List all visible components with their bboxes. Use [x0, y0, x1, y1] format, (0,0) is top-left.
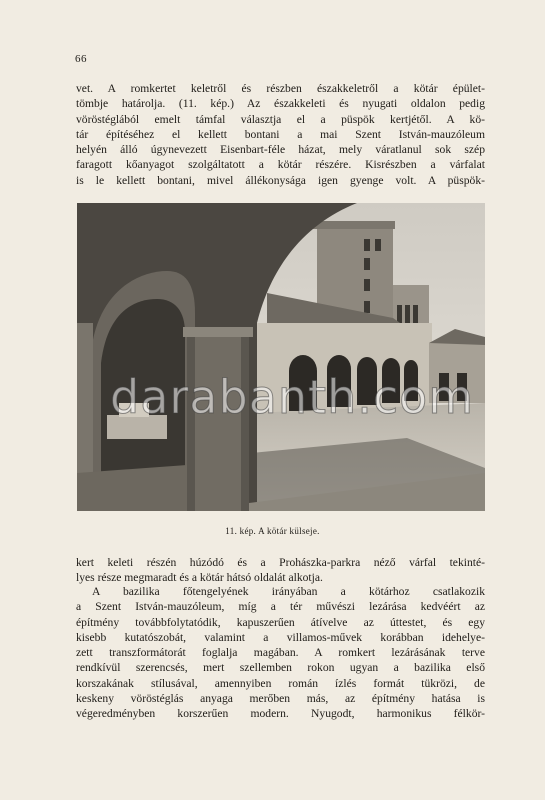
text-line: lyes része megmaradt és a kötár hátsó oldalát alkotja.: [76, 571, 323, 585]
watermark: darabanth.com: [110, 370, 475, 424]
text-line: vet. A romkertet keletről és részben északkeletről a kötár épület-: [76, 82, 485, 95]
paragraph-2: [76, 555, 485, 586]
text-line: korszakának stílusával, amennyiben román ízlés formát tükrözi, de: [76, 676, 485, 690]
paragraph-3: [76, 584, 485, 722]
text-line: végeredményben korszerűen modern. Nyugodt, harmonikus félkör-: [76, 707, 485, 721]
text-line: A bazilika főtengelyének irányában a kötárhoz csatlakozik: [92, 585, 485, 598]
text-line: helyén álló úgynevezett Eisenbart-féle házat, mely váratlanul sok szép: [76, 143, 485, 157]
text-line: zett transzformátorát foglalja magában. A romkert lezárásának terve: [76, 646, 485, 660]
text-line: vöröstéglából emelt támfal választja el a püspök kertjétől. A kö-: [76, 112, 485, 126]
text-line: tömbje határolja. (11. kép.) Az északkeleti és nyugati oldalon pedig: [76, 97, 485, 111]
text-line: is le kellett bontani, mivel állékonysága igen gyenge volt. A püspök-: [76, 173, 485, 187]
page-number: 66: [75, 53, 87, 65]
photo-kotar-exterior: [77, 203, 485, 511]
text-line: a Szent István-mauzóleum, míg a tér művészi lezárása kedvéért az: [76, 600, 485, 614]
figure-caption: 11. kép. A kötár külseje.: [225, 526, 320, 536]
text-line: kert keleti részén húzódó és a Prohászka-parkra néző várfal tekinté-: [76, 556, 485, 569]
text-line: faragott kőanyagot szolgáltatott a kötár részére. Kisrészben a várfalat: [76, 158, 485, 172]
paragraph-1: [76, 81, 485, 188]
text-line: építmény továbbfolytatódik, kapuszerűen átívelve az úttestet, és egy: [76, 615, 485, 629]
text-line: rendkívül szerencsés, mert szellemben rokon ugyan a bazilika első: [76, 661, 485, 675]
text-line: kisebb kutatószobát, valamint a villamos-művek korábban idehelye-: [76, 630, 485, 644]
text-line: keskeny vöröstéglás anyaga merőben más, az építmény hatása is: [76, 692, 485, 706]
text-line: tár építéséhez el kellett bontani a mai Szent István-mauzóleum: [76, 127, 485, 141]
